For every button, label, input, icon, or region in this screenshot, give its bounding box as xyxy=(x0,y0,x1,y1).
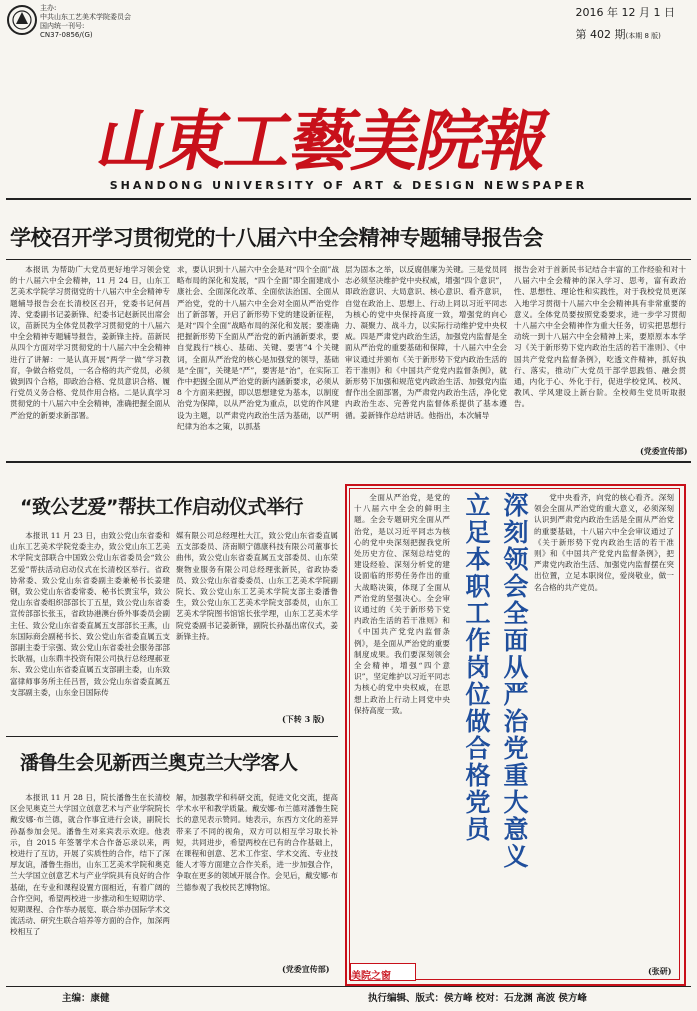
commentary-credit: (张研) xyxy=(648,966,672,976)
issue-date: 2016 年 12 月 1 日 xyxy=(575,6,675,19)
art2-column-1: 本报讯 11 月 23 日，由致公党山东省委和山东工艺美术学院党委主办，致公党山东工艺美术学院支部联合中国致公党山东省委员会“致公艺爱”帮扶活动启动仪式在长清校区举行。省政协常委、致公党山东省委副主委兼秘书长姜建钢，致公党山东省委常委、秘书长贾宝华，致公党山东省委组织部部长丁五星，致公党山东省委宣传部部长张玉，省政协港澳台侨外事委员会副主任、致公党山东省委直属五支部部长王燕，山东国际商会副秘书长、致公党山东省委直属五支部副主委于宗强、致公党山东省委社会服务部部长耿福，山东鼎丰投资有限公司执行总经理郝亚东、致公党山东省委直属五支部副主委，山东致富律师事务所主任吕晋，致公党山东省委直属五支部副主委，山东金日国际传 xyxy=(10,531,170,697)
masthead-rule xyxy=(6,198,691,200)
issue-number: 第 402 期 xyxy=(575,28,626,41)
commentary-column-a: 全面从严治党，是党的十八届六中全会的鲜明主题。全会专题研究全面从严治党，是以习近平同志为核心的党中央深刻把握我党所处历史方位、深刻总结党的建设经验、深刻分析党的建设面临的形势任务作出的重大战略决策，体现了全面从严治党的坚强决心。全会审议通过的《关于新形势下党内政治生活的若干准则》和《中国共产党党内监督条例》，是全面从严治党的重要制度成果。我们要深刻领会全会精神，增强“四个意识”，坚定维护以习近平同志为核心的党中央权威，在思想上政治上行动上同党中央保持高度一致。 xyxy=(354,493,450,715)
serial-label: 国内统一刊号: xyxy=(40,22,85,30)
serial-number: CN37-0856/(G) xyxy=(40,31,93,39)
art3-headline: 潘鲁生会见新西兰奥克兰大学客人 xyxy=(20,752,298,774)
commentary-column-b: 党中央看齐，向党的核心看齐。深刻领会全面从严治党的重大意义，必须深刻认识到严肃党内政治生活是全面从严治党的重要基础，十八届六中全会审议通过了《关于新形势下党内政治生活的若干准则》和《中国共产党党内监督条例》，把严肃党内政治生活、加强党内监督摆在突出位置，立足本职岗位，爱岗敬业，做一名合格的共产党员。 xyxy=(534,493,674,592)
badge-label: 美院之窗 xyxy=(351,971,391,982)
commentary-title-left: 立足本职工作岗位做合格党员 xyxy=(462,492,491,843)
issue-number-line xyxy=(576,26,675,42)
section-rule-1 xyxy=(6,461,691,463)
newspaper-nameplate: 山東工藝美院報 xyxy=(90,102,556,180)
art2-headline: “致公艺爱”帮扶工作启动仪式举行 xyxy=(20,496,303,518)
lead-headline-rule xyxy=(6,259,691,260)
footer-chief-editor: 主编：康健 xyxy=(62,993,110,1004)
commentary-title-right: 深刻领会全面从严治党重大意义 xyxy=(500,492,529,870)
art3-credit: (党委宣传部) xyxy=(282,964,330,974)
sponsor-label: 主办: xyxy=(40,4,57,12)
art2-continued: (下转 3 版) xyxy=(282,714,325,724)
issue-date-block xyxy=(576,4,675,42)
sponsor: 中共山东工艺美术学院委员会 xyxy=(40,13,131,21)
page-count: (本期 8 版) xyxy=(625,32,661,40)
footer-staff: 执行编辑、版式：侯方峰 校对：石龙渊 高波 侯方峰 xyxy=(368,993,587,1004)
lead-column-2: 求，要认识到十八届六中全会是对“四个全面”战略布局的深化和发展，“四个全面”即全面建成小康社会、全面深化改革、全面依法治国、全面从严治党，党的十八届六中全会对全面从严治党作出了新部署，开启了新形势下党的建设新征程，是对“四个全面”战略布局的深化和发展；要准确把握新形势下全面从严治党的新内涵新要求，要自觉践行“核心、基础、关键、要害”4 个关键词，全面从严治党的核心是加强党的领导，基础是“全面”，关键是“严”，要害是“治”，在实际工作中把握全面从严治党的新内涵新要求，必须从 8 个方面来把握，即以思想建党为基本，以制度治党为保障，以从严治党为重点，以党的作风建设为主题，以严肃党内政治生活为基础，以严明纪律为治本之策，以抓基 xyxy=(177,265,339,431)
footer-rule xyxy=(6,986,691,987)
lead-column-1: 本报讯 为帮助广大党员更好地学习领会党的十八届六中全会精神，11 月 24 日，山东工艺美术学院学习贯彻党的十八届六中全会精神专题辅导报告会在长清校区召开，党委书记何昌涛、党委副书记姜新锋、纪委书记赵新民出席会议，苗新民为全体党员教学习贯彻党的十八届六中全会精神专题辅导报告，姜新锋主持。苗新民从四个方面对学习贯彻党的十八届六中全会精神进行了讲解：一是认真开展“两学一做”学习教育，争做合格党员，一名合格的共产党员，必须做到四个合格，即政治合格、党员意识合格、履行党员义务合格、党员作用合格。二是认真学习贯彻党的十八届六中全会精神，准确把握全面从严治党的新要求新部署。 xyxy=(10,265,170,420)
lead-headline: 学校召开学习贯彻党的十八届六中全会精神专题辅导报告会 xyxy=(10,226,543,250)
publication-info xyxy=(40,4,131,40)
section-rule-2 xyxy=(6,736,338,737)
art3-column-2: 解，加强教学和科研交流，促进文化交流，提高学术水平和教学质量。戴安娜·布兰德对潘鲁生院长的意见表示赞同。她表示，东西方文化的差异带来了不同的视角，双方可以相互学习取长补短，共同进步，希望两校在已有的合作基础上，在课程和创意、艺术工作室、学术交流、专业技能人才等方面建立合作关系，进一步加强合作，争取在更多的领域开展合作。会见后，戴安娜·布兰德参观了我校民艺博物馆。 xyxy=(176,793,338,892)
nameplate-english: SHANDONG UNIVERSITY OF ART & DESIGN NEWSPAPER xyxy=(109,179,588,192)
lead-column-3: 层为固本之举，以反腐倡廉为关键。三是党员同志必须坚决维护党中央权威，增强“四个意识”，即政治意识、大局意识、核心意识、看齐意识，自觉在政治上、思想上、行动上同以习近平同志为核心的党中央保持高度一致，增强党的向心力、凝聚力、战斗力，以实际行动维护党中央权威。四是严肃党内政治生活，加强党内监督是全面从严治党的重要基础和保障，十八届六中全会审议通过并颁布《关于新形势下党内政治生活的若干准则》和《中国共产党党内监督条例》，就新形势下加强和规范党内政治生活、加强党内监督作出全面部署，为严肃党内政治生活，净化党内政治生态、完善党内监督体系提供了基本遵循。姜新锋作总结讲话。他指出，本次辅导 xyxy=(345,265,507,420)
lead-credit: (党委宣传部) xyxy=(640,446,688,456)
school-emblem-icon xyxy=(6,4,38,36)
commentary-badge xyxy=(350,963,416,981)
art2-column-2: 媒有限公司总经理杜大江，致公党山东省委直属五支部委员、济南顺宁德康科技有限公司董事长曲伟，致公党山东省委直属五支部委员、山东荣聚物业服务有限公司总经理张新民，省政协委员、致公党山东省委委员、山东工艺美术学院副院长、致公党山东工艺美术学院支部主委潘鲁生，致公党山东工艺美术学院支部委员，山东工艺美术学院图书馆馆长张学理，山东工艺美术学院党委副书记姜新锋，副院长孙磊出席仪式，姜新锋主持。 xyxy=(176,531,338,641)
art3-column-1: 本报讯 11 月 28 日，院长潘鲁生在长清校区会见奥克兰大学国立创意艺术与产业学院院长戴安娜·布兰德，就合作事宜进行会谈，副院长孙磊参加会见。潘鲁生对来宾表示欢迎。他表示，自 2015 年签署学术合作备忘录以来，两校进行了互访，开展了实质性的合作，结下了深厚友谊，潘鲁生指出，山东工艺美术学院和奥克兰大学国立创意艺术与产业学院具有良好的合作基础，在专业和课程设置方面相近，有着广阔的合作空间，希望两校进一步推动和生短期访学、短期课程、合作举办展览、联合举办国际学术交流活动、研究生联合培养等方面的合作，加深两校相互了 xyxy=(10,793,170,937)
lead-column-4: 报告会对于首新民书记结合丰富的工作经验和对十八届六中全会精神的深入学习、思考，富有政治性、思想性、理论性和实践性，对于我校党员更深入地学习贯彻十八届六中全会精神具有非常重要的意义。全体党员要按照党委要求，进一步学习贯彻十八届六中全会精神作为重大任务，切实把思想行动统一到十八届六中全会精神上来，要原原本本学习《关于新形势下党内政治生活的若干准则》、《中国共产党党内监督条例》，吃透文件精神，抓好执行、落实，推动广大党员干部学思践悟、融会贯通，内化于心、外化于行，促进学校党风、校风、教风、学风建设上新台阶。全校师生党员听取报告。 xyxy=(514,265,686,409)
